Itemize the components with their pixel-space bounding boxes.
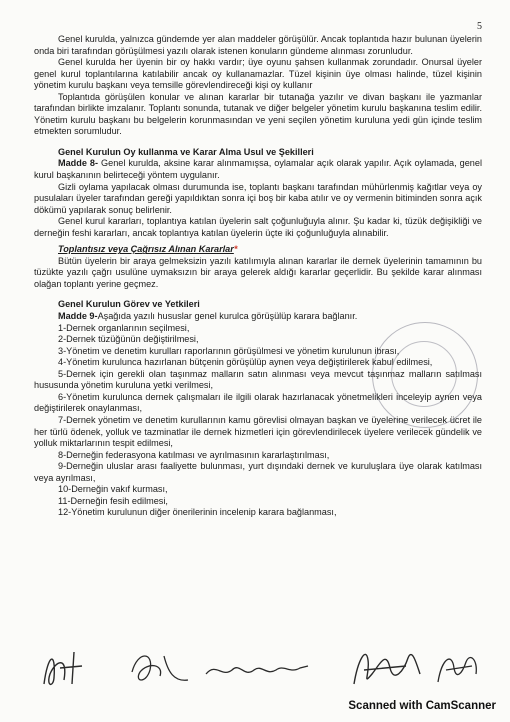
list-item: 5-Dernek için gerekli olan taşınmaz malların satın alınması veya mevcut taşınmaz malların satılması hususunda yönetim kuruluna yetki verilmesi, xyxy=(34,368,482,391)
signature-3 xyxy=(202,648,312,688)
paragraph: Genel kurulda, yalnızca gündemde yer alan maddeler görüşülür. Ancak toplantıda hazır bulunan üyelerin onda biri tarafından görüşülmesi yazılı olarak istenen konuların gündeme alınması zorunludur. xyxy=(34,34,482,56)
list-item: 11-Derneğin fesih edilmesi, xyxy=(58,495,168,506)
list-item: 9-Derneğin uluslar arası faaliyette bulunması, yurt dışındaki dernek ve kuruluşlara üye olarak katılması veya ayrılması, xyxy=(34,461,482,483)
madde-label: Madde 8- xyxy=(58,158,99,169)
section-heading-oy: Genel Kurulun Oy kullanma ve Karar Alma Usul ve Şekilleri xyxy=(58,146,314,157)
signature-2 xyxy=(124,642,194,692)
paragraph: Genel kurul kararları, toplantıya katılan üyelerin salt çoğunluğuyla alınır. Şu kadar ki, tüzük değişikliği ve derneğin feshi kararları, ancak toplantıya katılan üyelerin üçte iki çoğunluğuyla alınabilir. xyxy=(34,216,482,238)
signature-1 xyxy=(38,644,98,692)
scanner-watermark: Scanned with CamScanner xyxy=(348,700,496,712)
list-item: 2-Dernek tüzüğünün değiştirilmesi, xyxy=(58,334,199,345)
paragraph: Toplantıda görüşülen konular ve alınan kararlar bir tutanağa yazılır ve divan başkanı ile yazmanlar tarafından birlikte imzalanır. Toplantı sonunda, tutanak ve diğer belgeler yönetim kurulu başkanına teslim edilir. Yönetim kurulu başkanı bu belgelerin korunmasından ve yeni seçilen yönetim kuruluna yedi gün içinde teslim etmekten sorumludur. xyxy=(34,91,482,137)
document-body xyxy=(34,34,482,519)
madde-8 xyxy=(34,158,482,181)
signature-4 xyxy=(346,640,426,694)
list-item: 1-Dernek organlarının seçilmesi, xyxy=(58,322,190,333)
page-number: 5 xyxy=(477,21,482,32)
paragraph: Bütün üyelerin bir araya gelmeksizin yazılı katılımıyla alınan kararlar ile dernek üyelerinin tamamının bu tüzükte yazılı çağrı usulüne uymaksızın bir araya gelerek aldığı kararlar geçerlidir. Bu şekilde karar alınması olağan toplantı yerine geçmez. xyxy=(34,255,482,289)
madde-text: Genel kurulda, aksine karar alınmamışsa, oylamalar açık olarak yapılır. Açık oylamada, genel kurul başkanının belirteceği yöntem uygulanır. xyxy=(34,158,482,181)
heading-text: Toplantısız veya Çağrısız Alınan Kararlar xyxy=(58,244,234,255)
footnote-mark: * xyxy=(233,244,238,255)
section-heading-toplantisiz xyxy=(34,244,482,256)
list-item: 8-Derneğin federasyona katılması ve ayrılmasının kararlaştırılması, xyxy=(58,449,330,460)
list-item: 7-Dernek yönetim ve denetim kurullarının kamu görevlisi olmayan başkan ve üyelerine verilecek ücret ile her türlü ödenek, yolluk ve tazminatlar ile dernek hizmetleri için görevlendirilecek üyelere verilecek gündelik ve yolluk miktarlarının tespit edilmesi, xyxy=(34,414,482,449)
list-item: 6-Yönetim kurulunca dernek çalışmaları ile ilgili olarak hazırlanacak yönetmelikleri inceleyip aynen veya değiştirilerek onaylanması, xyxy=(34,391,482,414)
madde-9 xyxy=(34,311,482,323)
paragraph: Genel kurulda her üyenin bir oy hakkı vardır; üye oyunu şahsen kullanmak zorundadır. Onursal üyeler genel kurul toplantılarına katılabilir ancak oy kullanamazlar. Tüzel kişinin üye olması halinde, tüzel kişinin yönetim kurulu başkanı veya temsille görevlendireceği kişi oy kullanır xyxy=(34,57,482,91)
list-item: 10-Derneğin vakıf kurması, xyxy=(58,484,168,495)
signatures-row xyxy=(34,640,494,696)
madde-label: Madde 9- xyxy=(58,311,98,322)
duties-list xyxy=(34,323,482,519)
list-item: 4-Yönetim kurulunca hazırlanan bütçenin görüşülüp aynen veya değiştirilerek kabul edilmesi, xyxy=(58,357,433,368)
signature-5 xyxy=(432,644,484,690)
paragraph: Gizli oylama yapılacak olması durumunda ise, toplantı başkanı tarafından mühürlenmiş kağıtlar veya oy pusulaları üyeler tarafından gereği yapıldıktan sonra içi boş bir kaba atılır ve oy vermenin bitiminden sonra açık dökümü yapılarak sonuç belirlenir. xyxy=(34,181,482,215)
section-heading-gorev: Genel Kurulun Görev ve Yetkileri xyxy=(58,299,200,310)
list-item: 12-Yönetim kurulunun diğer önerilerinin incelenip karara bağlanması, xyxy=(58,507,337,518)
madde-text: Aşağıda yazılı hususlar genel kurulca görüşülüp karara bağlanır. xyxy=(97,311,358,322)
list-item: 3-Yönetim ve denetim kurulları raporlarının görüşülmesi ve yönetim kurulunun ibrası, xyxy=(58,345,400,356)
